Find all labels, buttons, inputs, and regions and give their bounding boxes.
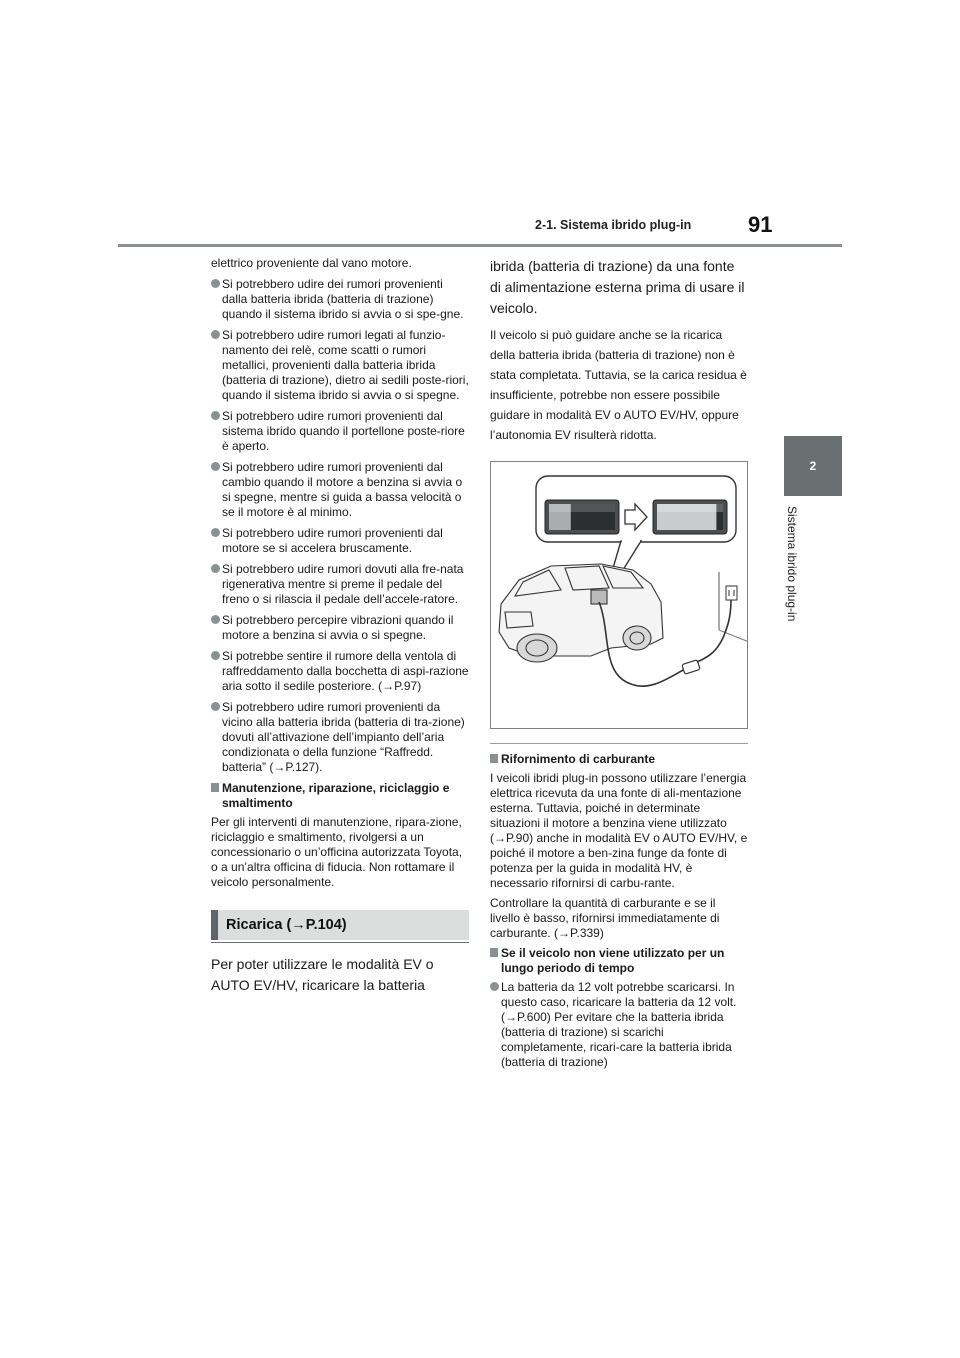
- header-section-title: 2-1. Sistema ibrido plug-in: [535, 218, 692, 232]
- bullet-text: Si potrebbero udire dei rumori provenienti dalla batteria ibrida (batteria di trazione) quando il sistema ibrido si avvia o si spe-gne.: [222, 277, 464, 321]
- page-number: 91: [748, 212, 773, 237]
- bullet-text: Si potrebbero udire rumori provenienti dal sistema ibrido quando il portellone poste-riore è aperto.: [222, 409, 465, 453]
- bullet-item: [211, 613, 469, 643]
- section-title-box: [211, 910, 469, 940]
- bullet-item: [211, 328, 469, 403]
- bullet-dot-icon: [211, 528, 220, 537]
- fuel-text-2: Controllare la quantità di carburante e se il livello è basso, rifornirsi immediatamente di carburante. (→P.339): [490, 896, 720, 940]
- section-intro: Per poter utilizzare le modalità EV o AUTO EV/HV, ricaricare la batteria: [211, 956, 434, 993]
- battery-charged-icon: [653, 500, 727, 534]
- bullet-item: [211, 526, 469, 556]
- bullet-text: Si potrebbero udire rumori provenienti da vicino alla batteria ibrida (batteria di tra-zione) dovuti all’attivazione dell’impianto dell’aria condizionata o della funzione “Raffredd. batteria” (→P.127).: [222, 700, 465, 774]
- bullet-item: [211, 460, 469, 520]
- bullet-item: [211, 409, 469, 454]
- section-title[interactable]: Ricarica (→P.104): [226, 916, 347, 933]
- bullet-text: La batteria da 12 volt potrebbe scaricarsi. In questo caso, ricaricare la batteria da 12 volt. (→P.600) Per evitare che la batteria ibrida (batteria di trazione) si scarichi completamente, ricari-care la batteria ibrida (batteria di trazione): [501, 980, 737, 1069]
- wall-outlet-icon: [726, 586, 737, 600]
- left-column: [211, 256, 469, 996]
- bullet-item: [211, 562, 469, 607]
- bullet-dot-icon: [211, 564, 220, 573]
- right-column: [490, 256, 748, 1076]
- bullet-dot-icon: [211, 615, 220, 624]
- chapter-tab[interactable]: [784, 436, 842, 496]
- maintenance-text: Per gli interventi di manutenzione, ripara-zione, riciclaggio e smaltimento, rivolgersi a un concessionario o un’officina autorizzata Toyota, o a un’altra officina di fiducia. Non rottamare il veicolo personalmente.: [211, 815, 463, 889]
- charging-illustration-svg: [491, 462, 748, 729]
- bullet-item: [211, 277, 469, 322]
- bullet-dot-icon: [211, 702, 220, 711]
- bullet-dot-icon: [211, 330, 220, 339]
- bullet-dot-icon: [211, 651, 220, 660]
- section-intro-continued: ibrida (batteria di trazione) da una fonte di alimentazione esterna prima di usare il veicolo.: [490, 258, 745, 316]
- bullet-text: Si potrebbero percepire vibrazioni quando il motore a benzina si avvia o si spegne.: [222, 613, 454, 642]
- chapter-number: 2: [809, 459, 817, 473]
- bullet-dot-icon: [211, 411, 220, 420]
- bullet-text: Si potrebbero udire rumori provenienti dal cambio quando il motore a benzina si avvia o si spegne, mentre si guida a bassa velocità o se il motore è al minimo.: [222, 460, 463, 519]
- bullet-text: Si potrebbero udire rumori legati al funzio-namento dei relè, come scatti o rumori metallici, provenienti dalla batteria ibrida (batteria di trazione), dietro ai sedili poste-riori, quando il sistema ibrido si avvia o si spegne.: [222, 328, 469, 402]
- square-bullet-icon: [211, 783, 219, 792]
- fuel-text: I veicoli ibridi plug-in possono utilizzare l’energia elettrica ricevuta da una fonte di ali-mentazione esterna. Tuttavia, poiché in determinate situazioni il motore a benzina viene utilizzato (→P.90) anche in modalità EV o AUTO EV/HV, e poiché il motore a ben-zina funge da fonte di potenza per la guida in modalità HV, è necessario rifornirsi di carbu-rante.: [490, 771, 748, 890]
- header-rule: [118, 244, 842, 247]
- bullet-dot-icon: [211, 279, 220, 288]
- bullet-text: Si potrebbe sentire il rumore della ventola di raffreddamento dalla bocchetta di aspi-razione aria sotto il sedile posteriore. (→P.97): [222, 649, 469, 693]
- bullet-dot-icon: [490, 982, 499, 991]
- square-bullet-icon: [490, 754, 498, 763]
- continued-text: elettrico proveniente dal vano motore.: [211, 256, 412, 270]
- chapter-label: [785, 506, 805, 636]
- charging-illustration: [490, 461, 748, 729]
- fuel-heading: Rifornimento di carburante: [490, 752, 748, 767]
- maintenance-heading: Manutenzione, riparazione, riciclaggio e smaltimento: [211, 781, 469, 811]
- charge-note: Il veicolo si può guidare anche se la ricarica della batteria ibrida (batteria di trazione) non è stata completata. Tuttavia, se la carica residua è insufficiente, potrebbe non essere possibile guidare in modalità EV o AUTO EV/HV, oppure l’autonomia EV risulterà ridotta.: [490, 328, 747, 442]
- chapter-label-text: Sistema ibrido plug-in: [785, 506, 799, 622]
- bullet-item: [490, 980, 748, 1070]
- battery-low-icon: [545, 500, 619, 534]
- suv-charging-icon: [499, 564, 663, 662]
- bullet-item: [211, 649, 469, 694]
- unused-vehicle-heading: Se il veicolo non viene utilizzato per un lungo periodo di tempo: [490, 946, 748, 976]
- bullet-dot-icon: [211, 462, 220, 471]
- bullet-item: [211, 700, 469, 775]
- illustration-divider: [490, 743, 748, 744]
- square-bullet-icon: [490, 948, 498, 957]
- bullet-text: Si potrebbero udire rumori dovuti alla fre-nata rigenerativa mentre si preme il pedale del freno o si rilascia il pedale dell’accele-ratore.: [222, 562, 464, 606]
- bullet-text: Si potrebbero udire rumori provenienti dal motore se si accelera bruscamente.: [222, 526, 443, 555]
